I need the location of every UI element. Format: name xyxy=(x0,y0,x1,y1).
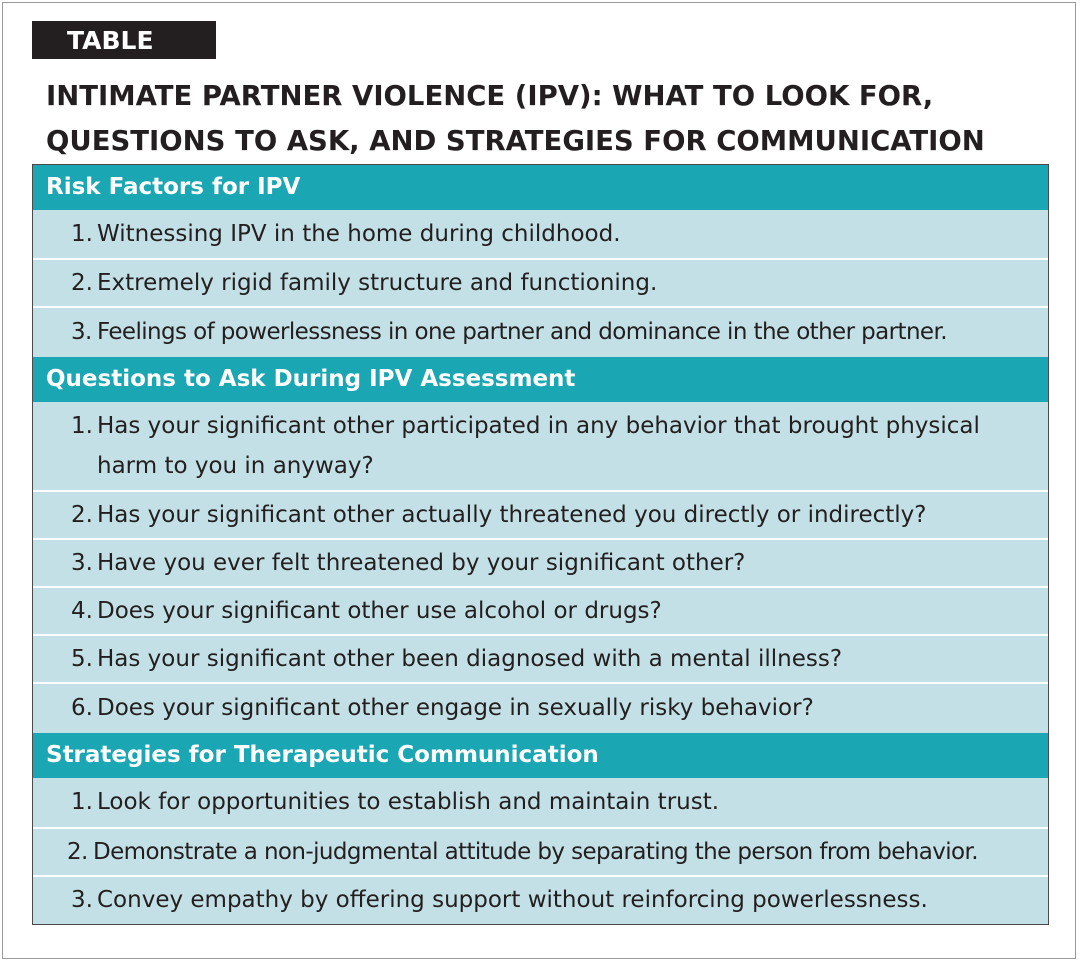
section-header-strategies: Strategies for Therapeutic Communication xyxy=(33,733,1048,778)
table-row xyxy=(33,490,1048,538)
table-row xyxy=(33,827,1048,875)
item-number: 3. xyxy=(71,319,92,345)
table-label: TABLE xyxy=(32,21,216,59)
item-number: 3. xyxy=(71,550,93,576)
table-row xyxy=(33,258,1048,306)
table-row xyxy=(33,682,1048,732)
ipv-table xyxy=(32,164,1049,925)
table-row xyxy=(33,210,1048,258)
item-text: Does your significant other use alcohol or drugs? xyxy=(97,598,662,624)
table-row xyxy=(33,306,1048,356)
item-text: Does your significant other engage in sexually risky behavior? xyxy=(97,695,814,721)
item-text: Demonstrate a non-judgmental attitude by separating the person from behavior. xyxy=(93,839,978,865)
item-number: 5. xyxy=(71,646,93,672)
item-text: Look for opportunities to establish and maintain trust. xyxy=(97,789,720,815)
item-text: Has your significant other been diagnosed with a mental illness? xyxy=(97,646,843,672)
table-title xyxy=(46,74,1066,164)
item-text: Convey empathy by offering support without reinforcing powerlessness. xyxy=(97,887,928,913)
item-text: Feelings of powerlessness in one partner and dominance in the other partner. xyxy=(97,319,947,345)
item-text: Has your significant other actually threatened you directly or indirectly? xyxy=(97,502,927,528)
item-number: 4. xyxy=(71,598,93,624)
item-number: 1. xyxy=(71,221,93,247)
table-row xyxy=(33,402,1048,490)
item-text: Has your significant other participated in any behavior that brought physical harm to you in anyway? xyxy=(97,413,980,479)
table-row xyxy=(33,586,1048,634)
section-header-questions: Questions to Ask During IPV Assessment xyxy=(33,357,1048,402)
item-number: 1. xyxy=(71,789,93,815)
title-line-2: QUESTIONS TO ASK, AND STRATEGIES FOR COMMUNICATION xyxy=(46,125,985,157)
item-text: Have you ever felt threatened by your significant other? xyxy=(97,550,746,576)
item-text: Witnessing IPV in the home during childhood. xyxy=(97,221,621,247)
item-number: 2. xyxy=(71,502,93,528)
item-number: 2. xyxy=(67,839,88,865)
table-row xyxy=(33,538,1048,586)
item-number: 3. xyxy=(71,887,93,913)
item-number: 2. xyxy=(71,270,93,296)
item-number: 1. xyxy=(71,413,93,439)
table-row xyxy=(33,634,1048,682)
section-header-risk-factors: Risk Factors for IPV xyxy=(33,165,1048,210)
item-text: Extremely rigid family structure and functioning. xyxy=(97,270,658,296)
item-number: 6. xyxy=(71,695,93,721)
table-row xyxy=(33,875,1048,924)
title-line-1: INTIMATE PARTNER VIOLENCE (IPV): WHAT TO LOOK FOR, xyxy=(46,80,934,112)
table-row xyxy=(33,778,1048,827)
